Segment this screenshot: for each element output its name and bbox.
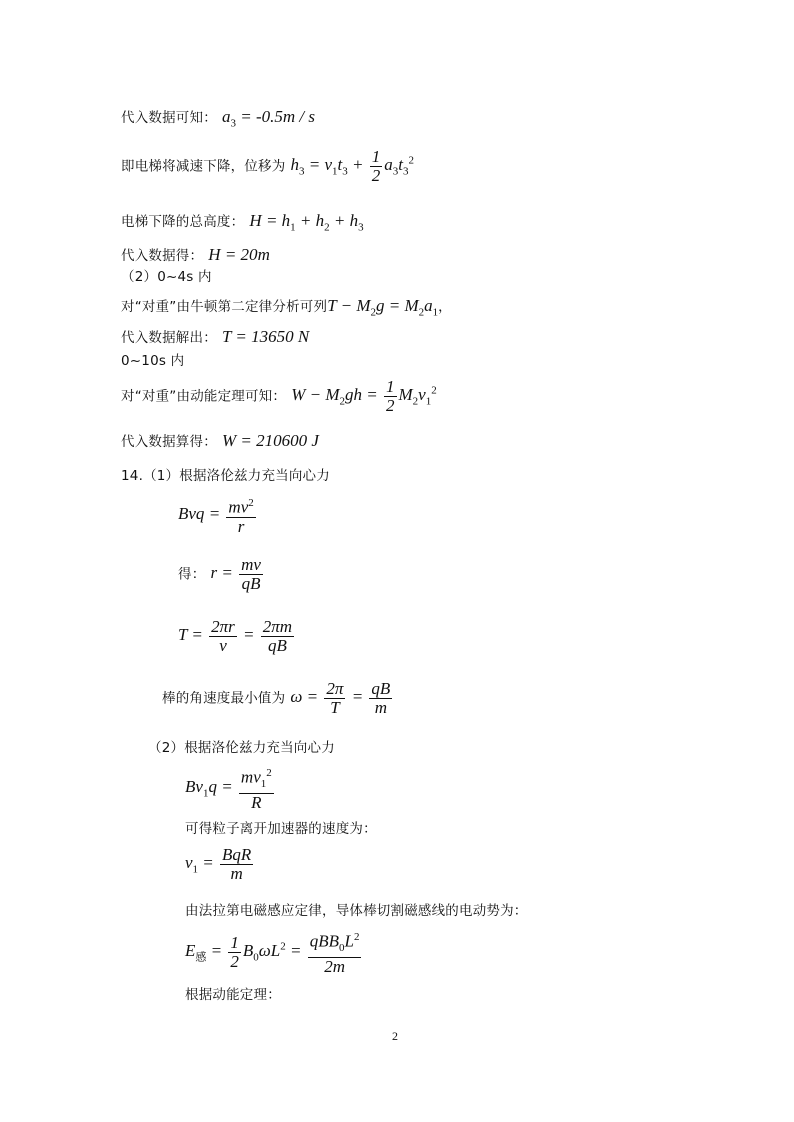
page-number: 2 <box>392 1029 398 1043</box>
text: ， <box>438 299 452 315</box>
text-line <box>162 680 394 717</box>
text: 根据动能定理： <box>185 987 281 1003</box>
text-line <box>185 899 528 919</box>
text: 14.（1）根据洛伦兹力充当向心力 <box>121 468 330 484</box>
text-line <box>121 295 452 318</box>
text-line <box>148 736 335 756</box>
equation-line <box>185 928 363 976</box>
equation: $T - M_2g = M_2a_1$ <box>327 296 439 319</box>
text-line <box>121 378 437 415</box>
equation-line <box>178 618 296 655</box>
text: 即电梯将减速下降，位移为 <box>121 158 286 175</box>
text: 代入数据算得： <box>121 434 217 450</box>
text: （2）根据洛伦兹力充当向心力 <box>148 740 335 756</box>
text: 代入数据得： <box>121 248 204 264</box>
text: 对“对重”由牛顿第二定律分析可列 <box>121 299 328 315</box>
equation-line <box>185 846 255 883</box>
equation: r = $\frac{mv}{qB}$ <box>210 555 261 593</box>
equation: H = 20m <box>208 245 270 264</box>
equation-line <box>185 764 276 812</box>
equation: $a_3 = -0.5m / s$ <box>222 107 316 130</box>
text: （2）0~4s 内 <box>121 269 212 285</box>
text-line <box>185 983 281 1003</box>
equation: W = 210600 J <box>222 431 319 450</box>
text: 代入数据解出： <box>121 330 217 346</box>
text: 可得粒子离开加速器的速度为： <box>185 821 377 837</box>
text: 电梯下降的总高度： <box>121 214 245 230</box>
text-line <box>121 106 315 129</box>
text: 代入数据可知： <box>121 110 217 126</box>
text-line <box>121 265 212 285</box>
text-line <box>185 817 377 837</box>
equation: $Bv_1q$ = $\frac{mv_1^2}{R}$ <box>185 777 276 796</box>
equation: T = 13650 N <box>222 327 310 346</box>
text-line <box>121 326 309 347</box>
text-line <box>121 349 184 369</box>
text-line <box>121 430 319 451</box>
equation-line <box>178 556 265 593</box>
equation-line <box>178 494 258 536</box>
equation: $v_1$ = $\frac{\text{BqR}}{m}$ <box>185 845 252 883</box>
text-line <box>121 210 364 233</box>
equation: $H = h_1 + h_2 + h_3$ <box>249 211 364 234</box>
text-line <box>121 244 270 265</box>
equation: Bvq = $\frac{mv^2}{r}$ <box>178 504 258 523</box>
equation: $E_感$ = $\frac{1}{2}$ $B_0\omega L^2$ = $\frac{qBB_0L^2}{2m}$ <box>185 941 363 960</box>
equation: ω = $\frac{2\pi}{T}$ = $\frac{qB}{m}$ <box>290 679 391 717</box>
equation: $h_3 = v_1t_3$ + $\frac{1}{2}$ $a_3t_3^2$ <box>290 147 414 185</box>
equation: $W - M_2gh$ = $\frac{1}{2}$ $M_2v_1^2$ <box>291 377 437 415</box>
equation: T = $\frac{2\pi r}{v}$ = $\frac{2\pi m}{qB}$ <box>178 617 293 655</box>
text-line <box>121 464 330 484</box>
text-line <box>121 148 414 185</box>
text: 由法拉第电磁感应定律，导体棒切割磁感线的电动势为： <box>185 903 528 919</box>
text: 对“对重”由动能定理可知： <box>121 388 287 405</box>
text: 0~10s 内 <box>121 353 185 369</box>
text: 棒的角速度最小值为 <box>162 690 286 707</box>
text: 得： <box>178 566 206 583</box>
